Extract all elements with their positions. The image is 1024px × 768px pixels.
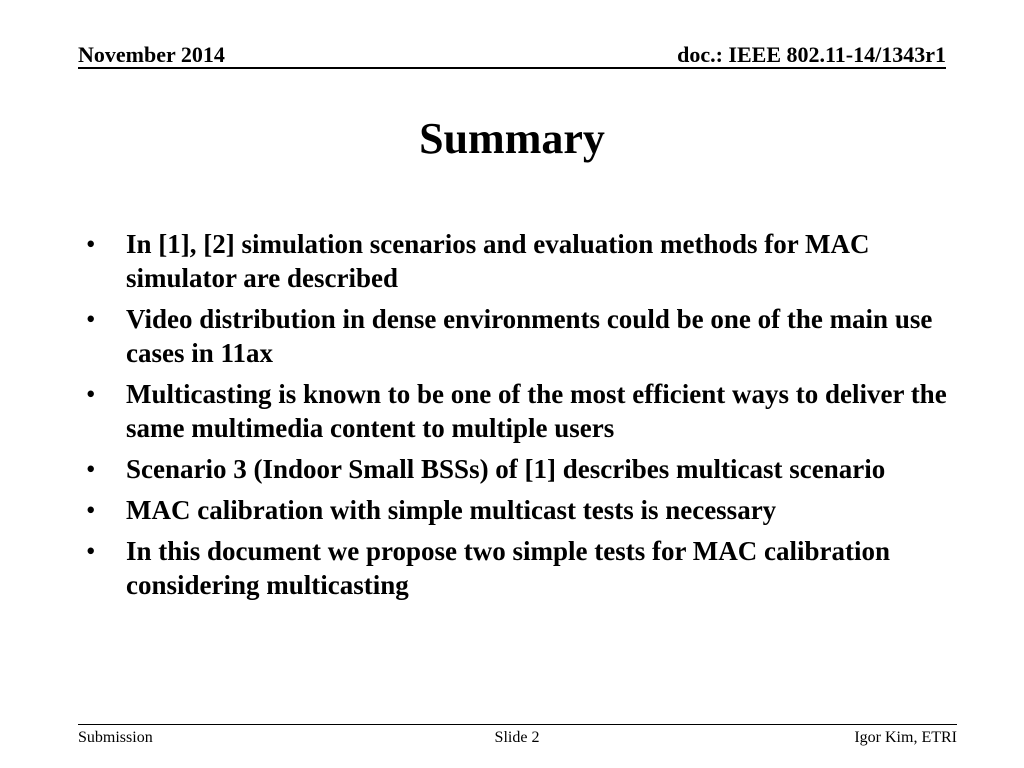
- bullet-text: Multicasting is known to be one of the most efficient ways to deliver the same multimedia content to multiple users: [126, 379, 947, 443]
- bullet-text: Video distribution in dense environments could be one of the main use cases in 11ax: [126, 304, 933, 368]
- header-doc-id: doc.: IEEE 802.11-14/1343r1: [677, 42, 946, 67]
- bullet-text: In [1], [2] simulation scenarios and evaluation methods for MAC simulator are described: [126, 229, 870, 293]
- bullet-icon: •: [86, 536, 96, 566]
- slide-title: Summary: [419, 114, 605, 163]
- bullet-item: [86, 377, 956, 445]
- footer-author: Igor Kim, ETRI: [854, 729, 957, 746]
- bullet-icon: •: [86, 379, 96, 409]
- bullet-item: [86, 452, 956, 486]
- bullet-text: In this document we propose two simple tests for MAC calibration considering multicasting: [126, 536, 890, 600]
- footer-divider: [78, 724, 957, 725]
- bullet-icon: •: [86, 495, 96, 525]
- bullet-icon: •: [86, 229, 96, 259]
- bullet-icon: •: [86, 454, 96, 484]
- bullet-text: Scenario 3 (Indoor Small BSSs) of [1] describes multicast scenario: [126, 454, 886, 484]
- footer-slide-number: Slide 2: [494, 729, 540, 746]
- bullet-icon: •: [86, 304, 96, 334]
- bullet-text: MAC calibration with simple multicast tests is necessary: [126, 495, 777, 525]
- header-divider: [78, 67, 946, 69]
- bullet-item: [86, 227, 956, 295]
- footer-submission: Submission: [78, 729, 153, 746]
- bullet-item: [86, 493, 956, 527]
- bullet-item: [86, 302, 956, 370]
- bullet-list: [86, 227, 956, 609]
- bullet-item: [86, 534, 956, 602]
- header-date: November 2014: [78, 42, 225, 67]
